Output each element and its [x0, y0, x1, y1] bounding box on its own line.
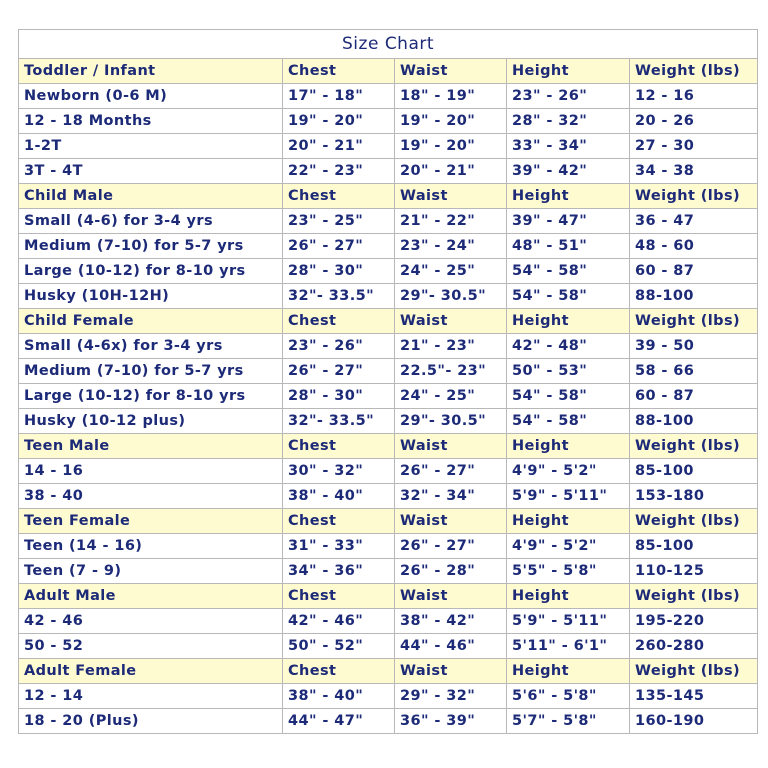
table-row	[19, 459, 758, 484]
table-row	[19, 159, 758, 184]
measurement-cell: 20 - 26	[630, 109, 758, 134]
section-name: Adult Male	[19, 584, 283, 609]
measurement-cell: 50" - 52"	[283, 634, 395, 659]
measurement-cell: 36 - 47	[630, 209, 758, 234]
measurement-cell: 28" - 30"	[283, 259, 395, 284]
column-header: Waist	[395, 309, 507, 334]
size-label-cell: 50 - 52	[19, 634, 283, 659]
column-header: Weight (lbs)	[630, 59, 758, 84]
column-header: Weight (lbs)	[630, 309, 758, 334]
column-header: Weight (lbs)	[630, 584, 758, 609]
measurement-cell: 60 - 87	[630, 384, 758, 409]
measurement-cell: 5'9" - 5'11"	[507, 484, 630, 509]
size-label-cell: Small (4-6) for 3-4 yrs	[19, 209, 283, 234]
measurement-cell: 32"- 33.5"	[283, 284, 395, 309]
column-header: Waist	[395, 659, 507, 684]
table-row	[19, 109, 758, 134]
measurement-cell: 38" - 40"	[283, 484, 395, 509]
measurement-cell: 39" - 47"	[507, 209, 630, 234]
measurement-cell: 54" - 58"	[507, 409, 630, 434]
measurement-cell: 26" - 27"	[395, 459, 507, 484]
measurement-cell: 5'5" - 5'8"	[507, 559, 630, 584]
section-name: Child Male	[19, 184, 283, 209]
table-row	[19, 384, 758, 409]
size-label-cell: 3T - 4T	[19, 159, 283, 184]
measurement-cell: 31" - 33"	[283, 534, 395, 559]
size-label-cell: 12 - 14	[19, 684, 283, 709]
measurement-cell: 21" - 22"	[395, 209, 507, 234]
measurement-cell: 5'9" - 5'11"	[507, 609, 630, 634]
measurement-cell: 160-190	[630, 709, 758, 734]
measurement-cell: 28" - 32"	[507, 109, 630, 134]
measurement-cell: 26" - 27"	[283, 359, 395, 384]
measurement-cell: 42" - 48"	[507, 334, 630, 359]
table-row	[19, 534, 758, 559]
measurement-cell: 29" - 32"	[395, 684, 507, 709]
table-row	[19, 334, 758, 359]
measurement-cell: 17" - 18"	[283, 84, 395, 109]
measurement-cell: 28" - 30"	[283, 384, 395, 409]
size-label-cell: Husky (10H-12H)	[19, 284, 283, 309]
measurement-cell: 39" - 42"	[507, 159, 630, 184]
measurement-cell: 4'9" - 5'2"	[507, 459, 630, 484]
column-header: Height	[507, 184, 630, 209]
column-header: Waist	[395, 509, 507, 534]
measurement-cell: 38" - 42"	[395, 609, 507, 634]
chart-title: Size Chart	[19, 30, 758, 59]
measurement-cell: 20" - 21"	[283, 134, 395, 159]
table-row	[19, 609, 758, 634]
section-header-row	[19, 509, 758, 534]
size-label-cell: Newborn (0-6 M)	[19, 84, 283, 109]
table-row	[19, 284, 758, 309]
size-label-cell: Large (10-12) for 8-10 yrs	[19, 259, 283, 284]
column-header: Waist	[395, 59, 507, 84]
measurement-cell: 36" - 39"	[395, 709, 507, 734]
measurement-cell: 22" - 23"	[283, 159, 395, 184]
table-row	[19, 484, 758, 509]
section-name: Adult Female	[19, 659, 283, 684]
table-row	[19, 84, 758, 109]
measurement-cell: 54" - 58"	[507, 284, 630, 309]
measurement-cell: 23" - 25"	[283, 209, 395, 234]
measurement-cell: 48" - 51"	[507, 234, 630, 259]
column-header: Chest	[283, 184, 395, 209]
table-row	[19, 409, 758, 434]
table-row	[19, 709, 758, 734]
size-label-cell: Teen (7 - 9)	[19, 559, 283, 584]
measurement-cell: 23" - 26"	[507, 84, 630, 109]
measurement-cell: 24" - 25"	[395, 384, 507, 409]
column-header: Chest	[283, 434, 395, 459]
measurement-cell: 42" - 46"	[283, 609, 395, 634]
measurement-cell: 153-180	[630, 484, 758, 509]
size-label-cell: 42 - 46	[19, 609, 283, 634]
size-label-cell: 18 - 20 (Plus)	[19, 709, 283, 734]
measurement-cell: 88-100	[630, 284, 758, 309]
column-header: Weight (lbs)	[630, 509, 758, 534]
table-row	[19, 634, 758, 659]
size-label-cell: Husky (10-12 plus)	[19, 409, 283, 434]
column-header: Height	[507, 434, 630, 459]
measurement-cell: 18" - 19"	[395, 84, 507, 109]
measurement-cell: 34" - 36"	[283, 559, 395, 584]
section-header-row	[19, 584, 758, 609]
measurement-cell: 4'9" - 5'2"	[507, 534, 630, 559]
measurement-cell: 34 - 38	[630, 159, 758, 184]
measurement-cell: 27 - 30	[630, 134, 758, 159]
section-name: Teen Male	[19, 434, 283, 459]
size-chart-table	[18, 29, 758, 734]
title-row	[19, 30, 758, 59]
table-row	[19, 134, 758, 159]
measurement-cell: 20" - 21"	[395, 159, 507, 184]
size-label-cell: 14 - 16	[19, 459, 283, 484]
column-header: Chest	[283, 659, 395, 684]
section-header-row	[19, 434, 758, 459]
measurement-cell: 19" - 20"	[395, 134, 507, 159]
size-label-cell: 1-2T	[19, 134, 283, 159]
column-header: Height	[507, 509, 630, 534]
measurement-cell: 88-100	[630, 409, 758, 434]
measurement-cell: 39 - 50	[630, 334, 758, 359]
measurement-cell: 32" - 34"	[395, 484, 507, 509]
section-header-row	[19, 309, 758, 334]
size-label-cell: 12 - 18 Months	[19, 109, 283, 134]
column-header: Waist	[395, 184, 507, 209]
measurement-cell: 19" - 20"	[395, 109, 507, 134]
measurement-cell: 5'11" - 6'1"	[507, 634, 630, 659]
section-name: Teen Female	[19, 509, 283, 534]
column-header: Chest	[283, 59, 395, 84]
column-header: Weight (lbs)	[630, 659, 758, 684]
size-chart-container	[18, 29, 757, 734]
measurement-cell: 12 - 16	[630, 84, 758, 109]
section-header-row	[19, 184, 758, 209]
measurement-cell: 85-100	[630, 459, 758, 484]
size-label-cell: Teen (14 - 16)	[19, 534, 283, 559]
measurement-cell: 44" - 47"	[283, 709, 395, 734]
measurement-cell: 5'6" - 5'8"	[507, 684, 630, 709]
measurement-cell: 23" - 24"	[395, 234, 507, 259]
measurement-cell: 26" - 27"	[395, 534, 507, 559]
table-row	[19, 359, 758, 384]
measurement-cell: 30" - 32"	[283, 459, 395, 484]
measurement-cell: 54" - 58"	[507, 259, 630, 284]
measurement-cell: 38" - 40"	[283, 684, 395, 709]
measurement-cell: 60 - 87	[630, 259, 758, 284]
column-header: Weight (lbs)	[630, 184, 758, 209]
size-label-cell: Medium (7-10) for 5-7 yrs	[19, 234, 283, 259]
table-row	[19, 209, 758, 234]
measurement-cell: 26" - 27"	[283, 234, 395, 259]
measurement-cell: 135-145	[630, 684, 758, 709]
measurement-cell: 54" - 58"	[507, 384, 630, 409]
measurement-cell: 32"- 33.5"	[283, 409, 395, 434]
measurement-cell: 19" - 20"	[283, 109, 395, 134]
measurement-cell: 85-100	[630, 534, 758, 559]
column-header: Height	[507, 59, 630, 84]
section-header-row	[19, 659, 758, 684]
size-label-cell: 38 - 40	[19, 484, 283, 509]
section-header-row	[19, 59, 758, 84]
column-header: Chest	[283, 509, 395, 534]
size-label-cell: Large (10-12) for 8-10 yrs	[19, 384, 283, 409]
measurement-cell: 33" - 34"	[507, 134, 630, 159]
measurement-cell: 29"- 30.5"	[395, 409, 507, 434]
table-row	[19, 259, 758, 284]
column-header: Height	[507, 659, 630, 684]
section-name: Toddler / Infant	[19, 59, 283, 84]
column-header: Waist	[395, 584, 507, 609]
measurement-cell: 50" - 53"	[507, 359, 630, 384]
table-row	[19, 559, 758, 584]
measurement-cell: 21" - 23"	[395, 334, 507, 359]
measurement-cell: 5'7" - 5'8"	[507, 709, 630, 734]
column-header: Weight (lbs)	[630, 434, 758, 459]
size-label-cell: Small (4-6x) for 3-4 yrs	[19, 334, 283, 359]
measurement-cell: 26" - 28"	[395, 559, 507, 584]
section-name: Child Female	[19, 309, 283, 334]
column-header: Waist	[395, 434, 507, 459]
measurement-cell: 23" - 26"	[283, 334, 395, 359]
size-label-cell: Medium (7-10) for 5-7 yrs	[19, 359, 283, 384]
measurement-cell: 195-220	[630, 609, 758, 634]
column-header: Chest	[283, 584, 395, 609]
column-header: Height	[507, 309, 630, 334]
measurement-cell: 260-280	[630, 634, 758, 659]
column-header: Height	[507, 584, 630, 609]
measurement-cell: 24" - 25"	[395, 259, 507, 284]
measurement-cell: 29"- 30.5"	[395, 284, 507, 309]
table-row	[19, 684, 758, 709]
measurement-cell: 44" - 46"	[395, 634, 507, 659]
table-row	[19, 234, 758, 259]
measurement-cell: 110-125	[630, 559, 758, 584]
measurement-cell: 22.5"- 23"	[395, 359, 507, 384]
measurement-cell: 58 - 66	[630, 359, 758, 384]
measurement-cell: 48 - 60	[630, 234, 758, 259]
column-header: Chest	[283, 309, 395, 334]
